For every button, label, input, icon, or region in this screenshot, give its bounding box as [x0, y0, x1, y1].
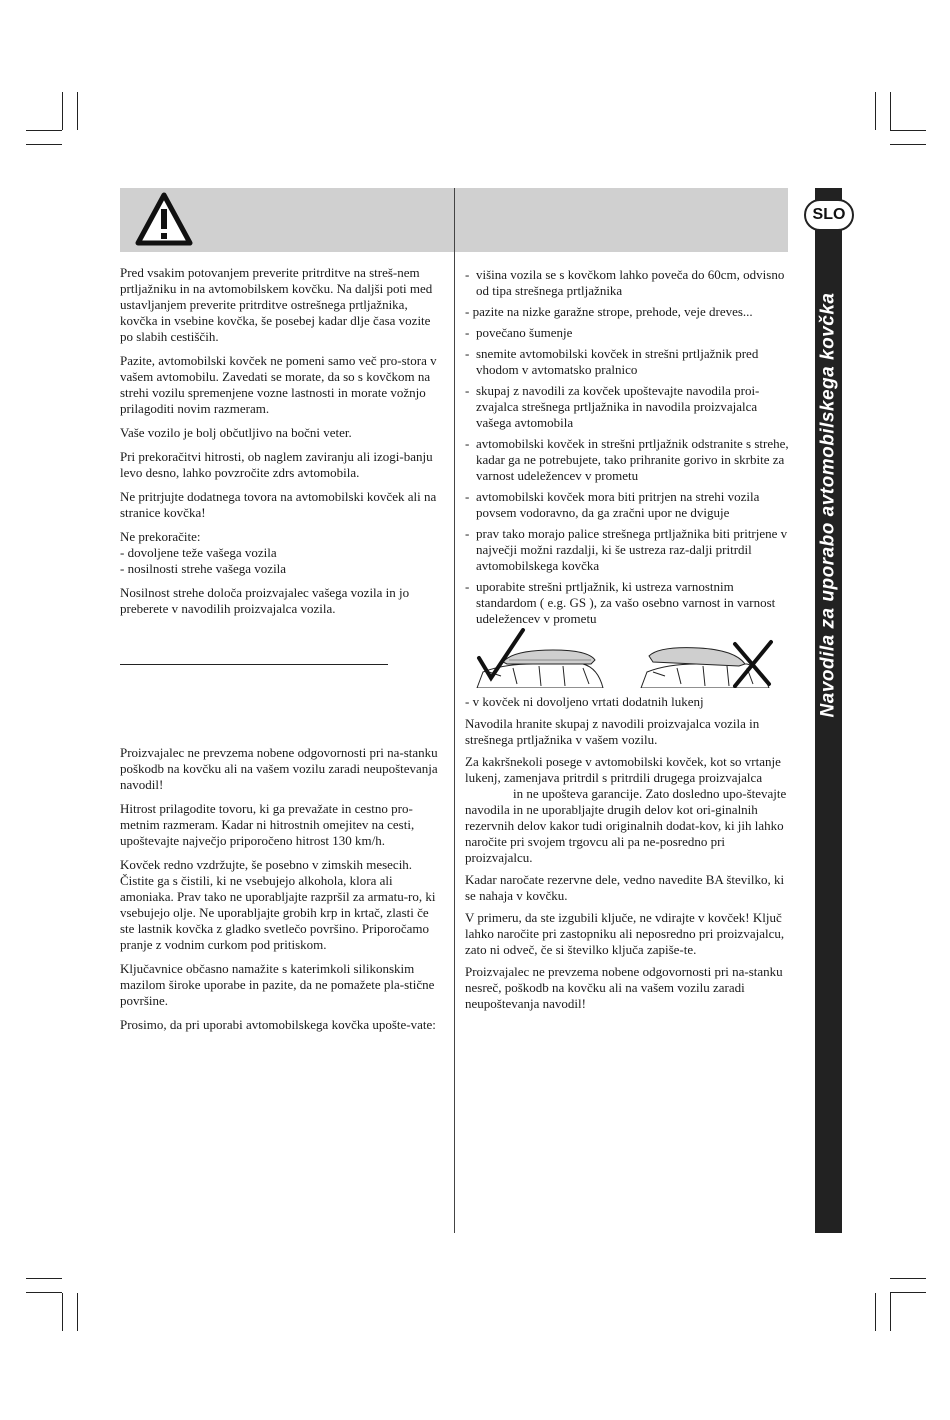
paragraph: Proizvajalec ne prevzema nobene odgovornosti pri na-stanku poškodb na kovčku ali na vašem vozilu zaradi neupoštevanja navodil! [120, 745, 438, 792]
bullet-item: - višina vozila se s kovčkom lahko poveča do 60cm, odvisno od tipa strešnega prtljažnika [465, 267, 791, 299]
correct-mounting-car [477, 630, 603, 688]
exceed-intro: Ne prekoračite: [120, 529, 201, 544]
column-divider [454, 188, 455, 1233]
language-badge: SLO [804, 199, 854, 231]
crop-mark [890, 130, 926, 131]
crop-mark [26, 1278, 62, 1279]
bullet-item: - prav tako morajo palice strešnega prtljažnika biti pritrjene v največji možni razdalji, ki še ustreza raz-dalji pritrdil avtomobilskega kovčka [465, 526, 791, 574]
crop-mark [77, 1293, 78, 1331]
bullet-item: - snemite avtomobilski kovček in strešni prtljažnik pred vhodom v avtomatsko pralnico [465, 346, 791, 378]
bullet-item: - avtomobilski kovček mora biti pritrjen na strehi vozila povsem vodoravno, da ga zračni upor ne dviguje [465, 489, 791, 521]
exceed-list [120, 529, 445, 577]
crop-mark [890, 1293, 891, 1331]
exceed-item: - nosilnosti strehe vašega vozila [120, 561, 287, 576]
crop-mark [26, 1292, 62, 1293]
roof-box-illustration [473, 628, 773, 688]
section-rule [120, 664, 388, 665]
bullet-item: - avtomobilski kovček in strešni prtljažnik odstranite s strehe, kadar ga ne potrebujete, tako prihranite gorivo in skrbite za varnost udeležencev v prometu [465, 436, 791, 484]
crop-mark [875, 92, 876, 130]
crop-mark [62, 1293, 63, 1331]
incorrect-mounting-car [641, 642, 771, 688]
left-column-bottom [120, 745, 445, 1041]
bullet-item: - uporabite strešni prtljažnik, ki ustreza varnostnim standardom ( e.g. GS ), za vašo osebno varnost in varnost udeležencev v prometu [465, 579, 791, 627]
right-column-top [465, 267, 791, 632]
paragraph: Kadar naročate rezervne dele, vedno navedite BA številko, ki se nahaja v kovčku. [465, 872, 785, 903]
exceed-item: - dovoljene teže vašega vozila [120, 545, 277, 560]
paragraph: V primeru, da ste izgubili ključe, ne vdirajte v kovček! Ključ lahko naročite pri zastopniku ali neposredno pri proizvajalcu, zato ni odveč, če si številko ključa zapiše-te. [465, 910, 785, 957]
warning-triangle-icon [135, 192, 193, 246]
bullet-item: - pazite na nizke garažne strope, prehode, veje dreves... [465, 304, 753, 319]
crop-mark [77, 92, 78, 130]
paragraph: Proizvajalec ne prevzema nobene odgovornosti pri na-stanku nesreč, poškodb na kovčku ali na vašem vozilu zaradi neupoštevanja navodil! [465, 964, 783, 1011]
paragraph: Nosilnost strehe določa proizvajalec vašega vozila in jo preberete v navodilih proizvajalca vozila. [120, 585, 410, 616]
paragraph: in ne upošteva garancije. Zato dosledno upo-števajte navodila in ne uporabljajte drugih delov kot ori-ginalnih rezervnih delov kakor tudi originalnih dodat-kov, ki jih lahko naročite pri svojem trgovcu ali pa ne-posredno pri proizvajalcu. [465, 786, 787, 865]
side-title-wrap [815, 250, 842, 760]
paragraph: Navodila hranite skupaj z navodili proizvajalca vozila in strešnega prtljažnika v vašem vozilu. [465, 716, 760, 747]
crop-mark [890, 92, 891, 130]
paragraph: Pri prekoračitvi hitrosti, ob naglem zaviranju ali izogi-banju levo desno, lahko povzročite zdrs avtomobila. [120, 449, 433, 480]
paragraph: Pazite, avtomobilski kovček ne pomeni samo več pro-stora v vašem avtomobilu. Zavedati se morate, da so s kovčkom na strehi vozilu spremenjene vozne lastnosti in morate vožnjo prilagoditi novim razmeram. [120, 353, 437, 416]
paragraph: Vaše vozilo je bolj občutljivo na bočni veter. [120, 425, 352, 440]
usage-bullets [465, 267, 791, 627]
right-column-bottom [465, 694, 791, 1018]
left-column-top [120, 265, 445, 625]
paragraph: Hitrost prilagodite tovoru, ki ga prevažate in cestno pro-metnim razmeram. Kadar ni hitrostnih omejitev na cesti, upoštevajte največjo priporočeno hitrost 130 km/h. [120, 801, 415, 848]
crop-mark [26, 144, 62, 145]
paragraph: Kovček redno vzdržujte, še posebno v zimskih mesecih. Čistite ga s čistili, ki ne vsebujejo alkohola, klora ali amoniaka. Prav tako ne uporabljajte razpršil za armatu-ro, ki vsebujejo olje. Ne uporabljajte grobih krp in krtač, zlasti če ste lastnik kovčka z gladko svetlečo površino. Priporočamo pranje z vodnim curkom pod pritiskom. [120, 857, 436, 952]
crop-mark [26, 130, 62, 131]
paragraph: - v kovček ni dovoljeno vrtati dodatnih lukenj [465, 694, 704, 709]
paragraph: Prosimo, da pri uporabi avtomobilskega kovčka upošte-vate: [120, 1017, 436, 1032]
side-title: Navodila za uporabo avtomobilskega kovčka [817, 292, 839, 718]
paragraph: Ključavnice občasno namažite s katerimkoli silikonskim mazilom široke uporabe in pazite, da ne pomažete pla-stične površine. [120, 961, 435, 1008]
paragraph: Pred vsakim potovanjem preverite pritrditve na streš-nem prtljažniku in na avtomobilskem kovčku. Na daljši poti med ustavljanjem preverite pritrditve ostrešnega prtljažnika, kovčka in vsebine kovčka, še posebej kadar dlje časa vozite po slabih cestiščih. [120, 265, 433, 344]
crop-mark [890, 144, 926, 145]
crop-mark [890, 1278, 926, 1279]
bullet-item: - povečano šumenje [465, 325, 791, 341]
paragraph: Za kakršnekoli posege v avtomobilski kovček, kot so vrtanje lukenj, zamenjava pritrdil s pritrdili drugega proizvajalca [465, 754, 781, 785]
crop-mark [62, 92, 63, 130]
paragraph: Ne pritrjujte dodatnega tovora na avtomobilski kovček ali na stranice kovčka! [120, 489, 437, 520]
crop-mark [875, 1293, 876, 1331]
bullet-item: - skupaj z navodili za kovček upoštevajte navodila proi-zvajalca strešnega prtljažnika in navodila proizvajalca vašega avtomobila [465, 383, 791, 431]
crop-mark [890, 1292, 926, 1293]
